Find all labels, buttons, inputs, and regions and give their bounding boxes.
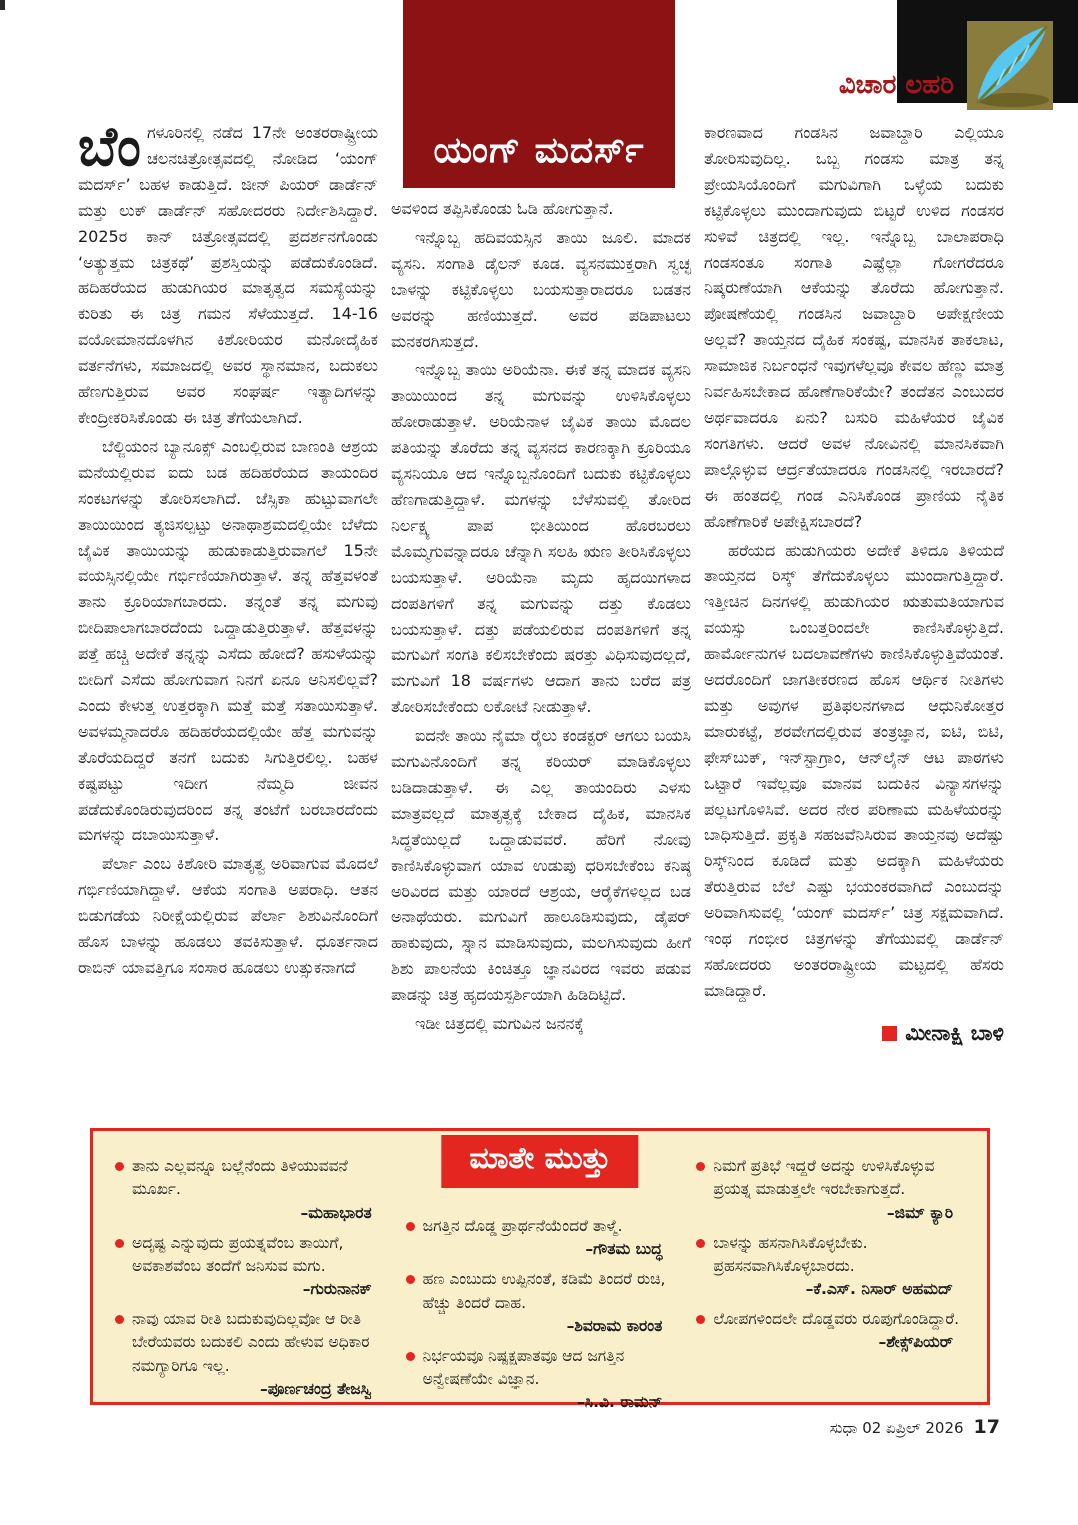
quote-item: ತಾನು ಎಲ್ಲವನ್ನೂ ಬಲ್ಲೆನೆಂದು ತಿಳಿಯುವವನೆ ಮೂರ್ಖ. bbox=[115, 1155, 386, 1202]
quote-author: –ಗೌತಮ ಬುದ್ಧ bbox=[585, 1240, 663, 1259]
feather-quill-icon bbox=[967, 95, 1053, 114]
article-column-2 bbox=[391, 120, 691, 1050]
bullet-icon bbox=[115, 1315, 124, 1324]
masthead-quill-panel bbox=[967, 21, 1053, 110]
quote-item: ಜಗತ್ತಿನ ದೊಡ್ಡ ಪ್ರಾರ್ಥನೆಯೆಂದರೆ ತಾಳ್ಮೆ. bbox=[406, 1215, 677, 1238]
drop-cap: ಬೆಂ bbox=[78, 115, 141, 178]
quote-author: –ಶೇಕ್ಸ್‌ಪಿಯರ್ bbox=[878, 1333, 954, 1352]
paragraph: ಐದನೇ ತಾಯಿ ನೈಮಾ ರೈಲು ಕಂಡಕ್ಟರ್ ಆಗಲು ಬಯಸಿ ಮಗುವಿನೊಂದಿಗೆ ತನ್ನ ಕರಿಯರ್ ಮಾಡಿಕೊಳ್ಳಲು ಬಡಿದಾಡುತ್ತಾಳೆ. ಈ ಎಲ್ಲ ತಾಯಂದಿರು ಎಳಸು ಮಾತ್ರವಲ್ಲದೆ ಮಾತೃತ್ವಕ್ಕೆ ಬೇಕಾದ ದೈಹಿಕ, ಮಾನಸಿಕ ಸಿದ್ಧತೆಯಿಲ್ಲದೆ ಒದ್ದಾಡುವವರೆ. ಹೆರಿಗೆ ನೋವು ಕಾಣಿಸಿಕೊಳ್ಳುವಾಗ ಯಾವ ಉಡುಪು ಧರಿಸಬೇಕೆಂಬ ಕನಿಷ್ಠ ಅರಿವಿರದ ಮತ್ತು ಯಾರದೆ ಆಶ್ರಯ, ಆರೈಕೆಗಳಿಲ್ಲದ ಬಡ ಅನಾಥೆಯರು. ಮಗುವಿಗೆ ಹಾಲೂಡಿಸುವುದು, ಡೈಪರ್ ಹಾಕುವುದು, ಸ್ನಾನ ಮಾಡಿಸುವುದು, ಮಲಗಿಸುವುದು ಹೀಗೆ ಶಿಶು ಪಾಲನೆಯ ಕಿಂಚಿತ್ತೂ ಜ್ಞಾನವಿರದ ಇವರು ಪಡುವ ಪಾಡನ್ನು ಚಿತ್ರ ಹೃದಯಸ್ಪರ್ಶಿಯಾಗಿ ಹಿಡಿದಿಟ್ಟಿದೆ. bbox=[391, 726, 691, 1005]
quote-author: –ಗುರುನಾನಕ್ bbox=[302, 1280, 372, 1298]
paragraph: ಇಡೀ ಚಿತ್ರದಲ್ಲಿ ಮಗುವಿನ ಜನನಕ್ಕೆ bbox=[415, 1014, 584, 1034]
bullet-icon bbox=[696, 1315, 705, 1324]
bullet-icon bbox=[115, 1162, 124, 1171]
bullet-icon bbox=[406, 1222, 415, 1231]
paragraph: ಹರೆಯದ ಹುಡುಗಿಯರು ಅದೇಕೆ ತಿಳಿದೂ ತಿಳಿಯದೆ ತಾಯ್ತನದ ರಿಸ್ಕ್ ತೆಗೆದುಕೊಳ್ಳಲು ಮುಂದಾಗುತ್ತಿದ್ದಾರೆ. ಇತ್ತೀಚಿನ ದಿನಗಳಲ್ಲಿ ಹುಡುಗಿಯರ ಋತುಮತಿಯಾಗುವ ವಯಸ್ಸು ಒಂಬತ್ತರಿಂದಲೇ ಕಾಣಿಸಿಕೊಳ್ಳುತ್ತಿದೆ. ಹಾರ್ಮೋನುಗಳ ಬದಲಾವಣೆಗಳು ಕಾಣಿಸಿಕೊಳ್ಳುತ್ತಿವೆಯಂತೆ. ಅದರೊಂದಿಗೆ ಜಾಗತೀಕರಣದ ಹೊಸ ಆರ್ಥಿಕ ನೀತಿಗಳು ಮತ್ತು ಅವುಗಳ ಪ್ರತಿಫಲನಗಳಾದ ಆಧುನಿಕೋತ್ತರ ಮಾರುಕಟ್ಟೆ, ಶರವೇಗದಲ್ಲಿರುವ ತಂತ್ರಜ್ಞಾನ, ಐಟಿ, ಬಿಟಿ, ಫೇಸ್‌ಬುಕ್, ಇನ್‌ಸ್ಟಾಗ್ರಾಂ, ಆನ್‌ಲೈನ್ ಆಟ ಪಾಠಗಳು ಒಟ್ಟಾರೆ ಇವೆಲ್ಲವೂ ಮಾನವ ಬದುಕಿನ ವಿನ್ಯಾಸಗಳನ್ನು ಪಲ್ಲಟಗೊಳಿಸಿವೆ. ಅದರ ನೇರ ಪರಿಣಾಮ ಮಹಿಳೆಯರನ್ನು ಬಾಧಿಸುತ್ತಿದೆ. ಪ್ರಕೃತಿ ಸಹಜವೆನಿಸಿರುವ ತಾಯ್ತನವು ಅದೆಷ್ಟು ರಿಸ್ಕ್‌ನಿಂದ ಕೂಡಿದೆ ಮತ್ತು ಅದಕ್ಕಾಗಿ ಮಹಿಳೆಯರು ತೆರುತ್ತಿರುವ ಬೆಲೆ ಎಷ್ಟು ಭಯಂಕರವಾಗಿದೆ ಎಂಬುದನ್ನು ಅರಿವಾಗಿಸುವಲ್ಲಿ ‘ಯಂಗ್ ಮದರ್ಸ್’ ಚಿತ್ರ ಸಕ್ಷಮವಾಗಿದೆ. ಇಂಥ ಗಂಭೀರ ಚಿತ್ರಗಳನ್ನು ತೆಗೆಯುವಲ್ಲಿ ಡಾರ್ಡೆನ್ ಸಹೋದರರು ಅಂತರರಾಷ್ಟ್ರೀಯ ಮಟ್ಟದಲ್ಲಿ ಹೆಸರು ಮಾಡಿದ್ದಾರೆ. bbox=[704, 540, 1004, 1000]
paragraph: ಬೆಂಗಳೂರಿನಲ್ಲಿ ನಡೆದ 17ನೇ ಅಂತರರಾಷ್ಟ್ರೀಯ ಚಲನಚಿತ್ರೋತ್ಸವದಲ್ಲಿ ನೋಡಿದ ‘ಯಂಗ್ ಮದರ್ಸ್’ ಬಹಳ ಕಾಡುತ್ತಿದೆ. ಜೀನ್ ಪಿಯರ್ ಡಾರ್ಡೆನ್ ಮತ್ತು ಲುಕ್ ಡಾರ್ಡೆನ್ ಸಹೋದರರು ನಿರ್ದೇಶಿಸಿದ್ದಾರೆ. 2025ರ ಕಾನ್ ಚಿತ್ರೋತ್ಸವದಲ್ಲಿ ಪ್ರದರ್ಶನಗೊಂಡು ‘ಅತ್ಯುತ್ತಮ ಚಿತ್ರಕಥೆ’ ಪ್ರಶಸ್ತಿಯನ್ನು ಪಡೆದುಕೊಂಡಿದೆ. ಹದಿಹರೆಯದ ಹುಡುಗಿಯರ ಮಾತೃತ್ವದ ಸಮಸ್ಯೆಯನ್ನು ಕುರಿತು ಈ ಚಿತ್ರ ಗಮನ ಸೆಳೆಯುತ್ತದೆ. 14-16 ವಯೋಮಾನದೊಳಗಿನ ಕಿಶೋರಿಯರ ಮನೋದೈಹಿಕ ವರ್ತನೆಗಳು, ಸಮಾಜದಲ್ಲಿ ಅವರ ಸ್ಥಾನಮಾನ, ಬದುಕಲು ಹೆಣಗುತ್ತಿರುವ ಅವರ ಸಂಘರ್ಷ ಇತ್ಯಾದಿಗಳನ್ನು ಕೇಂದ್ರೀಕರಿಸಿಕೊಂಡು ಈ ಚಿತ್ರ ತೆಗೆಯಲಾಗಿದೆ. bbox=[78, 115, 378, 427]
paragraph: ಇನ್ನೊಬ್ಬ ಹದಿವಯಸ್ಸಿನ ತಾಯಿ ಜೂಲಿ. ಮಾದಕ ವ್ಯಸನಿ. ಸಂಗಾತಿ ಡೈಲನ್ ಕೂಡ. ವ್ಯಸನಮುಕ್ತರಾಗಿ ಸ್ವಚ್ಛ ಬಾಳನ್ನು ಕಟ್ಟಿಕೊಳ್ಳಲು ಬಯಸುತ್ತಾರಾದರೂ ಬಡತನ ಅವರನ್ನು ಹಣಿಯುತ್ತದೆ. ಅವರ ಪಡಿಪಾಟಲು ಮನಕರಗಿಸುತ್ತದೆ. bbox=[391, 227, 691, 351]
section-label: ವಿಚಾರ ಲಹರಿ bbox=[838, 70, 954, 100]
quote-column-2 bbox=[406, 1155, 677, 1421]
article-body bbox=[78, 115, 1004, 1050]
bullet-icon bbox=[696, 1239, 705, 1248]
paragraph: ಅವಳಿಂದ ತಪ್ಪಿಸಿಕೊಂಡು ಓಡಿ ಹೋಗುತ್ತಾನೆ. bbox=[391, 199, 614, 218]
quote-item: ಲೋಪಗಳಿಂದಲೇ ದೊಡ್ಡವರು ರೂಪುಗೊಂಡಿದ್ದಾರೆ. bbox=[696, 1308, 967, 1331]
issue-date: ಸುಧಾ 02 ಏಪ್ರಿಲ್ 2026 bbox=[829, 1419, 964, 1437]
quote-author: –ಶಿವರಾಮ ಕಾರಂತ bbox=[566, 1316, 663, 1335]
quote-author: –ಪೂರ್ಣಚಂದ್ರ ತೇಜಸ್ವಿ bbox=[259, 1379, 372, 1398]
quote-item: ಬಾಳನ್ನು ಹಸನಾಗಿಸಿಕೊಳ್ಳಬೇಕು. ಪ್ರಹಸನವಾಗಿಸಿಕೊಳ್ಳಬಾರದು. bbox=[696, 1232, 967, 1279]
quote-box-title: ಮಾತೇ ಮುತ್ತು bbox=[441, 1135, 638, 1188]
paragraph: ಪೆರ್ಲಾ ಎಂಬ ಕಿಶೋರಿ ಮಾತೃತ್ವ ಅರಿವಾಗುವ ಮೊದಲೆ ಗರ್ಭಿಣಿಯಾಗಿದ್ದಾಳೆ. ಆಕೆಯ ಸಂಗಾತಿ ಅಪರಾಧಿ. ಆತನ ಬಿಡುಗಡೆಯ ನಿರೀಕ್ಷೆಯಲ್ಲಿರುವ ಪೆರ್ಲಾ ಶಿಶುವಿನೊಂದಿಗೆ ಹೊಸ ಬಾಳನ್ನು ಹೂಡಲು ತವಕಿಸುತ್ತಾಳೆ. ಧೂರ್ತನಾದ ರಾಬಿನ್ ಯಾವತ್ತಿಗೂ ಸಂಸಾರ ಹೂಡಲು ಉತ್ಸುಕನಾಗದೆ bbox=[78, 854, 378, 977]
article-column-1 bbox=[78, 115, 378, 1050]
article-title: ಯಂಗ್ ಮದರ್ಸ್ bbox=[433, 130, 645, 171]
bullet-icon bbox=[696, 1162, 705, 1171]
quote-column-3 bbox=[696, 1155, 967, 1421]
bullet-icon bbox=[406, 1275, 415, 1284]
page-footer bbox=[830, 1416, 1000, 1438]
byline bbox=[704, 1016, 1004, 1050]
quote-item: ನಾವು ಯಾವ ರೀತಿ ಬದುಕುವುದಿಲ್ಲವೋ ಆ ರೀತಿ ಬೇರೆಯವರು ಬದುಕಲಿ ಎಂದು ಹೇಳುವ ಅಧಿಕಾರ ನಮಗ್ಯಾರಿಗೂ ಇಲ್ಲ. bbox=[115, 1308, 386, 1378]
byline-author: ಮೀನಾಕ್ಷಿ ಬಾಳಿ bbox=[905, 1020, 1004, 1045]
quote-author: –ಕೆ.ಎಸ್. ನಿಸಾರ್ ಅಹಮದ್ bbox=[805, 1280, 954, 1298]
quote-item: ಹಣ ಎಂಬುದು ಉಪ್ಪಿನಂತೆ, ಕಡಿಮೆ ತಿಂದರೆ ರುಚಿ, ಹೆಚ್ಚು ತಿಂದರೆ ದಾಹ. bbox=[406, 1268, 677, 1315]
quote-author: –ಜಿಮ್ ಕ್ಯಾರಿ bbox=[886, 1203, 954, 1222]
quote-item: ನಿರ್ಭಯವೂ ನಿಷ್ಪಕ್ಷಪಾತವೂ ಆದ ಜಗತ್ತಿನ ಅನ್ವೇಷಣೆಯೇ ವಿಜ್ಞಾನ. bbox=[406, 1345, 677, 1392]
quote-author: –ಮಹಾಭಾರತ bbox=[300, 1203, 372, 1222]
quote-item: ನಿಮಗೆ ಪ್ರತಿಭೆ ಇದ್ದರೆ ಅದನ್ನು ಉಳಿಸಿಕೊಳ್ಳುವ ಪ್ರಯತ್ನ ಮಾಡುತ್ತಲೇ ಇರಬೇಕಾಗುತ್ತದೆ. bbox=[696, 1155, 967, 1202]
corner-print-mark bbox=[0, 0, 5, 10]
paragraph: ಬೆಲ್ಜಿಯಂನ ಬ್ಯಾನೂಕ್ಸ್ ಎಂಬಲ್ಲಿರುವ ಬಾಣಂತಿ ಆಶ್ರಯ ಮನೆಯಲ್ಲಿರುವ ಐದು ಬಡ ಹದಿಹರೆಯದ ತಾಯಂದಿರ ಸಂಕಟಗಳನ್ನು ತೋರಿಸಲಾಗಿದೆ. ಜೆಸ್ಸಿಕಾ ಹುಟ್ಟುವಾಗಲೇ ತಾಯಿಯಿಂದ ತ್ಯಜಿಸಲ್ಪಟ್ಟು ಅನಾಥಾಶ್ರಮದಲ್ಲಿಯೇ ಬೆಳೆದು ಜೈವಿಕ ತಾಯಿಯನ್ನು ಹುಡುಕಾಡುತ್ತಿರುವಾಗಲೆ 15ನೇ ವಯಸ್ಸಿನಲ್ಲಿಯೇ ಗರ್ಭಿಣಿಯಾಗಿರುತ್ತಾಳೆ. ತನ್ನ ಹೆತ್ತವಳಂತೆ ತಾನು ಕ್ರೂರಿಯಾಗಬಾರದು. ತನ್ನಂತೆ ತನ್ನ ಮಗುವು ಬೀದಿಪಾಲಾಗಬಾರದೆಂದು ಒದ್ದಾಡುತ್ತಿರುತ್ತಾಳೆ. ಹೆತ್ತವಳನ್ನು ಪತ್ತೆ ಹಚ್ಚಿ ಅದೇಕೆ ತನ್ನನ್ನು ಎಸೆದು ಹೋದೆ? ಹಸುಳೆಯನ್ನು ಬೀದಿಗೆ ಎಸೆದು ಹೋಗುವಾಗ ನಿನಗೆ ಏನೂ ಅನಿಸಲಿಲ್ಲವೆ? ಎಂದು ಕೇಳುತ್ತ ಉತ್ತರಕ್ಕಾಗಿ ಮತ್ತೆ ಮತ್ತೆ ಸತಾಯಿಸುತ್ತಾಳೆ. ಅವಳಮ್ಮನಾದರೊ ಹದಿಹರೆಯದಲ್ಲಿಯೇ ಹೆತ್ತ ಮಗುವನ್ನು ತೊರೆಯದಿದ್ದರೆ ತನಗೆ ಬದುಕು ಸಿಗುತ್ತಿರಲಿಲ್ಲ. ಬಹಳ ಕಷ್ಟಪಟ್ಟು ಇದೀಗ ನೆಮ್ಮದಿ ಜೀವನ ಪಡೆದುಕೊಂಡಿರುವುದರಿಂದ ತನ್ನ ತಂಟೆಗೆ ಬರಬಾರದೆಂದು ಮಗಳನ್ನು ದಬಾಯಿಸುತ್ತಾಳೆ. bbox=[78, 436, 378, 845]
quote-box bbox=[90, 1128, 990, 1412]
paragraph: ಕಾರಣವಾದ ಗಂಡಸಿನ ಜವಾಬ್ದಾರಿ ಎಲ್ಲಿಯೂ ತೋರಿಸುವುದಿಲ್ಲ. ಒಬ್ಬ ಗಂಡಸು ಮಾತ್ರ ತನ್ನ ಪ್ರೇಯಸಿಯೊಂದಿಗೆ ಮಗುವಿಗಾಗಿ ಒಳ್ಳೆಯ ಬದುಕು ಕಟ್ಟಿಕೊಳ್ಳಲು ಮುಂದಾಗುವುದು ಬಿಟ್ಟರೆ ಉಳಿದ ಗಂಡಸರ ಸುಳಿವೆ ಚಿತ್ರದಲ್ಲಿ ಇಲ್ಲ. ಇನ್ನೊಬ್ಬ ಬಾಲಾಪರಾಧಿ ಗಂಡಸಂತೂ ಸಂಗಾತಿ ಎಷ್ಟೆಲ್ಲಾ ಗೋಗರೆದರೂ ನಿಷ್ಕರುಣೆಯಾಗಿ ಆಕೆಯನ್ನು ತೊರೆದು ಹೋಗುತ್ತಾನೆ. ಪೋಷಣೆಯಲ್ಲಿ ಗಂಡಸಿನ ಜವಾಬ್ದಾರಿ ಅಪೇಕ್ಷಣೀಯ ಅಲ್ಲವೆ? ತಾಯ್ತನದ ದೈಹಿಕ ಸಂಕಷ್ಟ, ಮಾನಸಿಕ ತಾಕಲಾಟ, ಸಾಮಾಜಿಕ ನಿರ್ಬಂಧನೆ ಇವುಗಳೆಲ್ಲವೂ ಕೇವಲ ಹೆಣ್ಣು ಮಾತ್ರ ನಿರ್ವಹಿಸಬೇಕಾದ ಹೊಣೆಗಾರಿಕೆಯೇ? ತಂದೆತನ ಎಂಬುದರ ಅರ್ಥವಾದರೂ ಏನು? ಬಸುರಿ ಮಹಿಳೆಯರ ಜೈವಿಕ ಸಂಗತಿಗಳು. ಆದರೆ ಅವಳ ನೋವಿನಲ್ಲಿ ಮಾನಸಿಕವಾಗಿ ಪಾಲ್ಗೊಳ್ಳುವ ಆರ್ದ್ರತೆಯಾದರೂ ಗಂಡಸಿನಲ್ಲಿ ಇರಬಾರದೆ? ಈ ಹಂತದಲ್ಲಿ ಗಂಡ ಎನಿಸಿಕೊಂಡ ಪ್ರಾಣಿಯ ನೈತಿಕ ಹೊಣೆಗಾರಿಕೆ ಅಪೇಕ್ಷಿಸಬಾರದೆ? bbox=[704, 123, 1004, 531]
article-column-3 bbox=[704, 120, 1004, 1050]
quote-item: ಅದೃಷ್ಟ ಎನ್ನುವುದು ಪ್ರಯತ್ನವೆಂಬ ತಾಯಿಗೆ, ಅವಕಾಶವೆಂಬ ತಂದೆಗೆ ಜನಿಸುವ ಮಗು. bbox=[115, 1232, 386, 1279]
quote-column-1 bbox=[115, 1155, 386, 1421]
bullet-icon bbox=[115, 1239, 124, 1248]
red-square-icon bbox=[882, 1026, 897, 1041]
bullet-icon bbox=[406, 1352, 415, 1361]
paragraph: ಇನ್ನೊಬ್ಬ ತಾಯಿ ಅರಿಯೆನಾ. ಈಕೆ ತನ್ನ ಮಾದಕ ವ್ಯಸನಿ ತಾಯಿಯಿಂದ ತನ್ನ ಮಗುವನ್ನು ಉಳಿಸಿಕೊಳ್ಳಲು ಹೋರಾಡುತ್ತಾಳೆ. ಅರಿಯೆನಾಳ ಜೈವಿಕ ತಾಯಿ ಮೊದಲ ಪತಿಯನ್ನು ತೊರೆದು ತನ್ನ ವ್ಯಸನದ ಕಾರಣಕ್ಕಾಗಿ ಕ್ರೂರಿಯೂ ವ್ಯಸನಿಯೂ ಆದ ಇನ್ನೊಬ್ಬನೊಂದಿಗೆ ಬದುಕು ಕಟ್ಟಿಕೊಳ್ಳಲು ಹೆಣಗಾಡುತ್ತಿದ್ದಾಳೆ. ಮಗಳನ್ನು ಬೆಳೆಸುವಲ್ಲಿ ತೋರಿದ ನಿರ್ಲಕ್ಷ್ಯ ಪಾಪ ಭೀತಿಯಿಂದ ಹೊರಬರಲು ಮೊಮ್ಮಗುವನ್ನಾದರೂ ಚೆನ್ನಾಗಿ ಸಲಹಿ ಋಣ ತೀರಿಸಿಕೊಳ್ಳಲು ಬಯಸುತ್ತಾಳೆ. ಅರಿಯೆನಾ ಮೃದು ಹೃದಯಿಗಳಾದ ದಂಪತಿಗಳಿಗೆ ತನ್ನ ಮಗುವನ್ನು ದತ್ತು ಕೊಡಲು ಬಯಸುತ್ತಾಳೆ. ದತ್ತು ಪಡೆಯಲಿರುವ ದಂಪತಿಗಳಿಗೆ ತನ್ನ ಮಗುವಿಗೆ ಸಂಗತಿ ಕಲಿಸಬೇಕೆಂದು ಷರತ್ತು ವಿಧಿಸುವುದಲ್ಲದೆ, ಮಗುವಿಗೆ 18 ವರ್ಷಗಳು ಆದಾಗ ತಾನು ಬರೆದ ಪತ್ರ ತೋರಿಸಬೇಕೆಂದು ಲಕೋಟೆ ನೀಡುತ್ತಾಳೆ. bbox=[391, 360, 691, 717]
quote-author: –ಸಿ.ವಿ. ರಾಮನ್ bbox=[577, 1393, 663, 1412]
page-number: 17 bbox=[973, 1416, 1000, 1438]
